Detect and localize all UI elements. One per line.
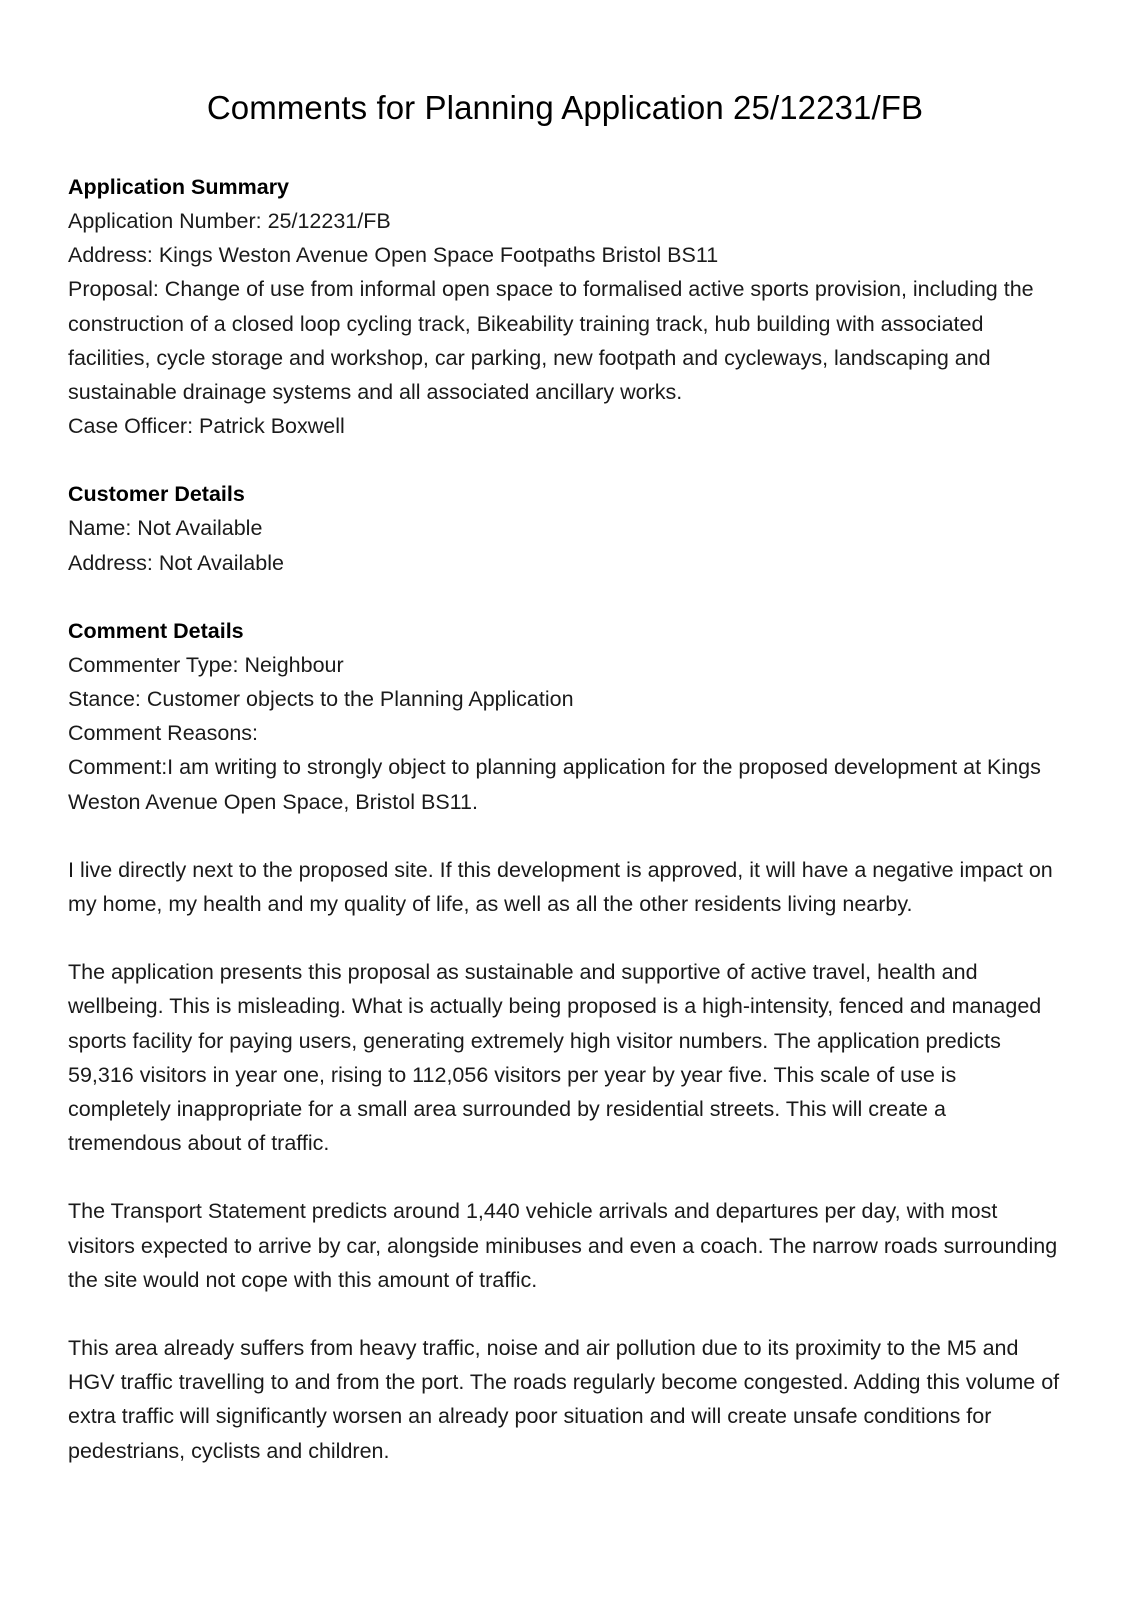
comment-paragraph: Comment:I am writing to strongly object to planning application for the proposed development at Kings Weston Avenue Open Space, Bristol BS11. [68, 755, 1041, 814]
customer-details-heading: Customer Details [68, 482, 245, 507]
customer-name: Name: Not Available [68, 516, 263, 541]
application-proposal: Proposal: Change of use from informal open space to formalised active sports provision, including the construction of a closed loop cycling track, Bikeability training track, hub building with associated facilities, cycle storage and workshop, car parking, new footpath and cycleways, landscaping and sustainable drainage systems and all associated ancillary works. [68, 277, 1034, 405]
stance: Stance: Customer objects to the Planning Application [68, 687, 574, 712]
comment-details-heading: Comment Details [68, 618, 244, 643]
case-officer: Case Officer: Patrick Boxwell [68, 414, 345, 439]
comment-paragraph: This area already suffers from heavy traffic, noise and air pollution due to its proximity to the M5 and HGV traffic travelling to and from the port. The roads regularly become congested. Adding this volume of extra traffic will significantly worsen an already poor situation and will create unsafe conditions for pedestrians, cyclists and children. [68, 1336, 1060, 1463]
application-number: Application Number: 25/12231/FB [68, 209, 391, 233]
commenter-type: Commenter Type: Neighbour [68, 652, 344, 677]
customer-address: Address: Not Available [68, 550, 284, 575]
comment-reasons: Comment Reasons: [68, 721, 258, 746]
customer-details-section [68, 477, 1062, 579]
application-summary-section [68, 170, 1062, 443]
comment-details-section [68, 614, 1062, 1468]
application-address: Address: Kings Weston Avenue Open Space Footpaths Bristol BS11 [68, 243, 719, 268]
comment-paragraph: I live directly next to the proposed site. If this development is approved, it will have a negative impact on my home, my health and my quality of life, as well as all the other residents living nearby. [68, 857, 1053, 917]
comment-paragraph: The Transport Statement predicts around 1,440 vehicle arrivals and departures per day, with most visitors expected to arrive by car, alongside minibuses and even a coach. The narrow roads surrounding the site would not cope with this amount of traffic. [68, 1199, 1058, 1292]
application-summary-heading: Application Summary [68, 175, 290, 199]
comment-paragraph: The application presents this proposal as sustainable and supportive of active travel, health and wellbeing. This is misleading. What is actually being proposed is a high-intensity, fenced and managed sports facility for paying users, generating extremely high visitor numbers. The application predicts 59,316 visitors in year one, rising to 112,056 visitors per year by year five. This scale of use is completely inappropriate for a small area surrounded by residential streets. This will create a tremendous about of traffic. [68, 960, 1042, 1156]
page-title: Comments for Planning Application 25/12231/FB [206, 89, 924, 126]
